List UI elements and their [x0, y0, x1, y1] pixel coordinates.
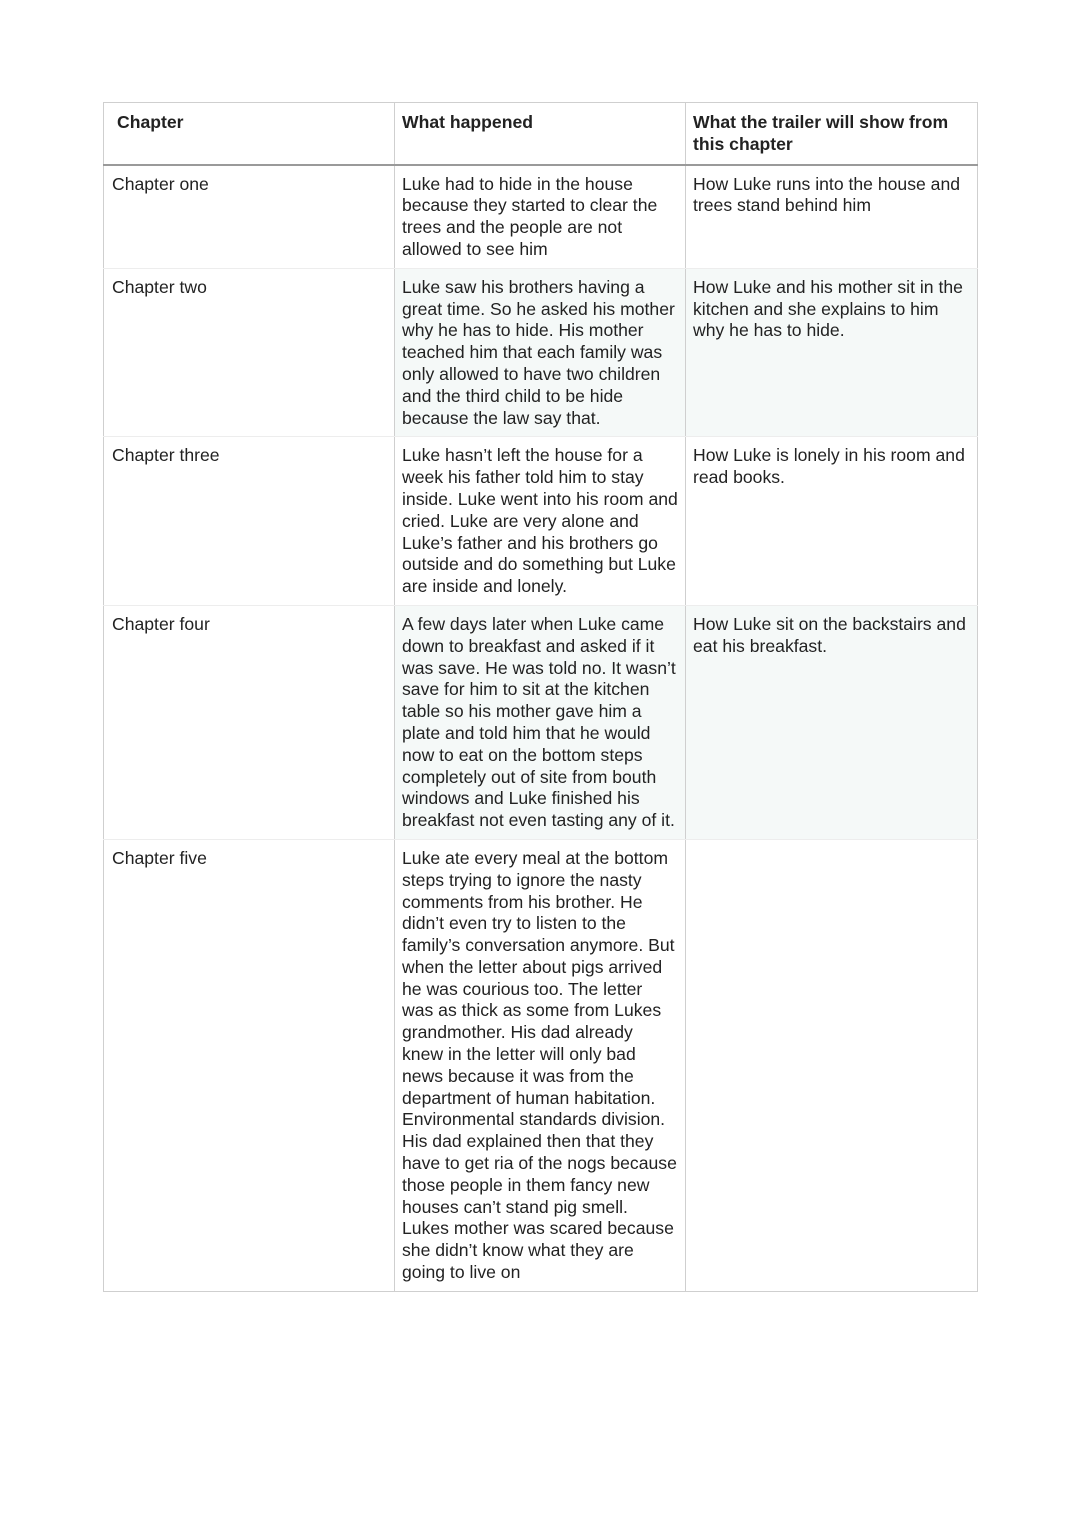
chapter-summary-table [103, 102, 978, 1292]
chapter-cell: Chapter four [104, 605, 395, 839]
trailer-cell [686, 839, 978, 1291]
trailer-cell: How Luke is lonely in his room and read books. [686, 437, 978, 606]
table-row [104, 268, 978, 437]
what-happened-cell: Luke ate every meal at the bottom steps trying to ignore the nasty comments from his brother. He didn’t even try to listen to the family’s conversation anymore. But when the letter about pigs arrived he was courious too. The letter was as thick as some from Lukes grandmother. His dad already knew in the letter will only bad news because it was from the department of human habitation. Environmental standards division. His dad explained then that they have to get ria of the nogs because those people in them fancy new houses can’t stand pig smell. Lukes mother was scared because she didn’t know what they are going to live on [395, 839, 686, 1291]
table-body [104, 165, 978, 1292]
trailer-cell: How Luke sit on the backstairs and eat his breakfast. [686, 605, 978, 839]
chapter-cell: Chapter five [104, 839, 395, 1291]
table-row [104, 839, 978, 1291]
chapter-cell: Chapter three [104, 437, 395, 606]
table-row [104, 437, 978, 606]
chapter-cell: Chapter one [104, 165, 395, 269]
table-row [104, 605, 978, 839]
header-trailer: What the trailer will show from this chapter [686, 103, 978, 165]
trailer-cell: How Luke runs into the house and trees stand behind him [686, 165, 978, 269]
chapter-cell: Chapter two [104, 268, 395, 437]
table-header [104, 103, 978, 165]
header-row [104, 103, 978, 165]
what-happened-cell: Luke hasn’t left the house for a week his father told him to stay inside. Luke went into his room and cried. Luke are very alone and Luke’s father and his brothers go outside and do something but Luke are inside and lonely. [395, 437, 686, 606]
what-happened-cell: Luke saw his brothers having a great time. So he asked his mother why he has to hide. His mother teached him that each family was only allowed to have two children and the third child to be hide because the law say that. [395, 268, 686, 437]
header-what-happened: What happened [395, 103, 686, 165]
header-chapter: Chapter [104, 103, 395, 165]
table-row [104, 165, 978, 269]
trailer-cell: How Luke and his mother sit in the kitchen and she explains to him why he has to hide. [686, 268, 978, 437]
what-happened-cell: Luke had to hide in the house because they started to clear the trees and the people are not allowed to see him [395, 165, 686, 269]
what-happened-cell: A few days later when Luke came down to breakfast and asked if it was save. He was told no. It wasn’t save for him to sit at the kitchen table so his mother gave him a plate and told him that he would now to eat on the bottom steps completely out of site from bouth windows and Luke finished his breakfast not even tasting any of it. [395, 605, 686, 839]
